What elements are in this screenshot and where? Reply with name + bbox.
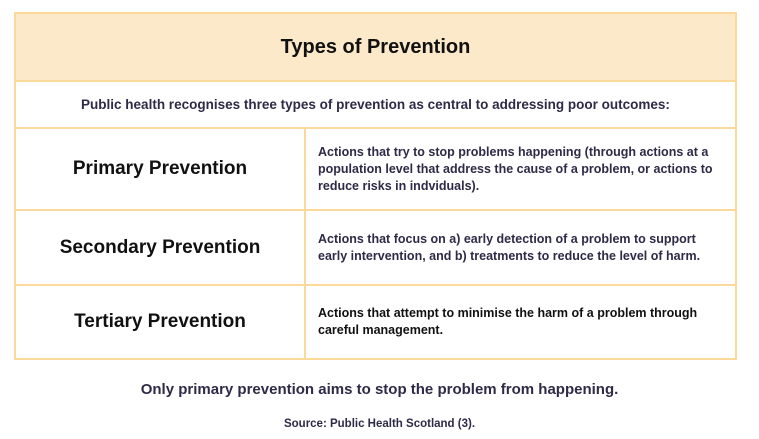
prevention-description: Actions that focus on a) early detection of a problem to support early intervention, and b) treatments to reduce the level of harm. — [318, 231, 701, 263]
prevention-table — [14, 12, 737, 360]
table-header — [16, 14, 735, 82]
prevention-name: Secondary Prevention — [16, 211, 306, 284]
table-row-primary — [16, 129, 735, 211]
prevention-description: Actions that attempt to minimise the harm of a problem through careful management. — [318, 306, 698, 337]
table-row-tertiary — [16, 286, 735, 358]
page-title: Types of Prevention — [280, 35, 471, 58]
prevention-name: Primary Prevention — [16, 129, 306, 209]
source-citation: Source: Public Health Scotland (3). — [283, 418, 476, 430]
intro-row — [16, 82, 735, 129]
prevention-description: Actions that try to stop problems happening (through actions at a population level that address the cause of a problem, or actions to reduce risks in indviduals). — [318, 144, 713, 193]
prevention-name: Tertiary Prevention — [16, 286, 306, 358]
table-row-secondary — [16, 211, 735, 286]
intro-text: Public health recognises three types of prevention as central to addressing poor outcomes: — [81, 97, 670, 112]
conclusion-text: Only primary prevention aims to stop the problem from happening. — [140, 381, 619, 398]
